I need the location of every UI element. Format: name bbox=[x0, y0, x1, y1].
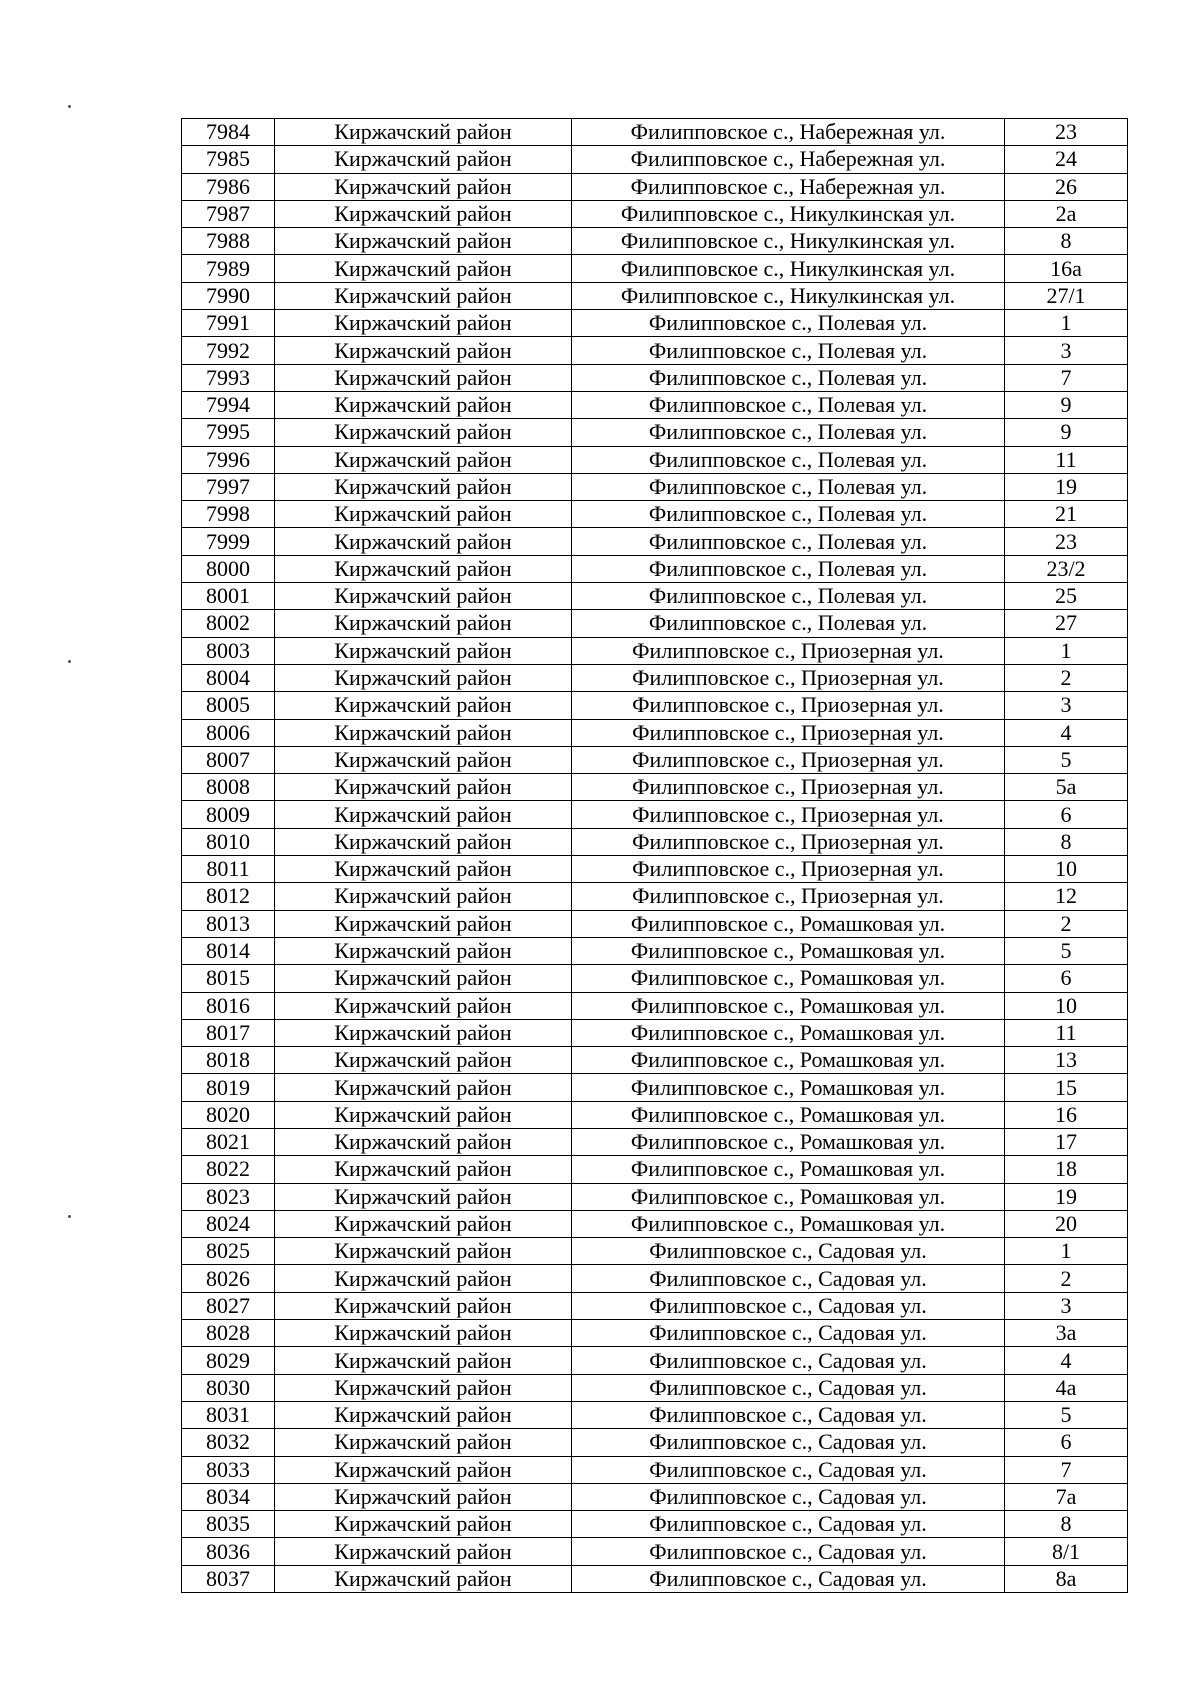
district-cell: Киржачский район bbox=[275, 310, 572, 337]
row-number-cell: 7997 bbox=[182, 473, 275, 500]
row-number-cell: 7988 bbox=[182, 228, 275, 255]
table-row bbox=[182, 1238, 1128, 1265]
table-row bbox=[182, 200, 1128, 227]
address-cell: Филипповское с., Приозерная ул. bbox=[572, 856, 1005, 883]
district-cell: Киржачский район bbox=[275, 173, 572, 200]
row-number-cell: 8011 bbox=[182, 856, 275, 883]
table-row bbox=[182, 310, 1128, 337]
house-number-cell: 20 bbox=[1005, 1210, 1128, 1237]
house-number-cell: 26 bbox=[1005, 173, 1128, 200]
table-row bbox=[182, 910, 1128, 937]
address-cell: Филипповское с., Полевая ул. bbox=[572, 473, 1005, 500]
district-cell: Киржачский район bbox=[275, 1320, 572, 1347]
row-number-cell: 7994 bbox=[182, 391, 275, 418]
address-cell: Филипповское с., Никулкинская ул. bbox=[572, 282, 1005, 309]
row-number-cell: 8023 bbox=[182, 1183, 275, 1210]
address-cell: Филипповское с., Полевая ул. bbox=[572, 446, 1005, 473]
address-cell: Филипповское с., Садовая ул. bbox=[572, 1292, 1005, 1319]
house-number-cell: 23 bbox=[1005, 119, 1128, 146]
address-cell: Филипповское с., Ромашковая ул. bbox=[572, 1210, 1005, 1237]
district-cell: Киржачский район bbox=[275, 1292, 572, 1319]
address-cell: Филипповское с., Набережная ул. bbox=[572, 119, 1005, 146]
row-number-cell: 8017 bbox=[182, 1019, 275, 1046]
address-cell: Филипповское с., Садовая ул. bbox=[572, 1483, 1005, 1510]
table-row bbox=[182, 1128, 1128, 1155]
address-cell: Филипповское с., Никулкинская ул. bbox=[572, 255, 1005, 282]
house-number-cell: 6 bbox=[1005, 1429, 1128, 1456]
house-number-cell: 5 bbox=[1005, 1401, 1128, 1428]
district-cell: Киржачский район bbox=[275, 1128, 572, 1155]
row-number-cell: 8033 bbox=[182, 1456, 275, 1483]
address-cell: Филипповское с., Приозерная ул. bbox=[572, 774, 1005, 801]
address-cell: Филипповское с., Ромашковая ул. bbox=[572, 1074, 1005, 1101]
address-cell: Филипповское с., Приозерная ул. bbox=[572, 883, 1005, 910]
row-number-cell: 8012 bbox=[182, 883, 275, 910]
table-row bbox=[182, 1210, 1128, 1237]
house-number-cell: 10 bbox=[1005, 992, 1128, 1019]
margin-dot bbox=[68, 1215, 71, 1218]
table-row bbox=[182, 746, 1128, 773]
row-number-cell: 8027 bbox=[182, 1292, 275, 1319]
house-number-cell: 5 bbox=[1005, 746, 1128, 773]
house-number-cell: 5а bbox=[1005, 774, 1128, 801]
house-number-cell: 7а bbox=[1005, 1483, 1128, 1510]
row-number-cell: 8026 bbox=[182, 1265, 275, 1292]
table-row bbox=[182, 1074, 1128, 1101]
row-number-cell: 8020 bbox=[182, 1101, 275, 1128]
table-row bbox=[182, 1538, 1128, 1565]
address-cell: Филипповское с., Полевая ул. bbox=[572, 364, 1005, 391]
house-number-cell: 7 bbox=[1005, 364, 1128, 391]
house-number-cell: 17 bbox=[1005, 1128, 1128, 1155]
row-number-cell: 8031 bbox=[182, 1401, 275, 1428]
address-cell: Филипповское с., Полевая ул. bbox=[572, 310, 1005, 337]
house-number-cell: 27/1 bbox=[1005, 282, 1128, 309]
table-row bbox=[182, 637, 1128, 664]
house-number-cell: 2 bbox=[1005, 910, 1128, 937]
row-number-cell: 8029 bbox=[182, 1347, 275, 1374]
house-number-cell: 10 bbox=[1005, 856, 1128, 883]
table-row bbox=[182, 1374, 1128, 1401]
address-cell: Филипповское с., Набережная ул. bbox=[572, 173, 1005, 200]
row-number-cell: 7987 bbox=[182, 200, 275, 227]
address-cell: Филипповское с., Полевая ул. bbox=[572, 583, 1005, 610]
district-cell: Киржачский район bbox=[275, 1183, 572, 1210]
district-cell: Киржачский район bbox=[275, 1538, 572, 1565]
row-number-cell: 7996 bbox=[182, 446, 275, 473]
table-row bbox=[182, 610, 1128, 637]
district-cell: Киржачский район bbox=[275, 282, 572, 309]
address-cell: Филипповское с., Ромашковая ул. bbox=[572, 1183, 1005, 1210]
row-number-cell: 7986 bbox=[182, 173, 275, 200]
address-cell: Филипповское с., Никулкинская ул. bbox=[572, 228, 1005, 255]
house-number-cell: 8 bbox=[1005, 228, 1128, 255]
row-number-cell: 8021 bbox=[182, 1128, 275, 1155]
table-row bbox=[182, 965, 1128, 992]
district-cell: Киржачский район bbox=[275, 746, 572, 773]
address-cell: Филипповское с., Полевая ул. bbox=[572, 337, 1005, 364]
address-cell: Филипповское с., Полевая ул. bbox=[572, 528, 1005, 555]
house-number-cell: 7 bbox=[1005, 1456, 1128, 1483]
house-number-cell: 8а bbox=[1005, 1565, 1128, 1592]
table-row bbox=[182, 1456, 1128, 1483]
house-number-cell: 3 bbox=[1005, 337, 1128, 364]
house-number-cell: 13 bbox=[1005, 1047, 1128, 1074]
table-row bbox=[182, 1347, 1128, 1374]
district-cell: Киржачский район bbox=[275, 1156, 572, 1183]
address-cell: Филипповское с., Ромашковая ул. bbox=[572, 910, 1005, 937]
house-number-cell: 21 bbox=[1005, 501, 1128, 528]
row-number-cell: 8005 bbox=[182, 692, 275, 719]
address-cell: Филипповское с., Садовая ул. bbox=[572, 1374, 1005, 1401]
house-number-cell: 1 bbox=[1005, 1238, 1128, 1265]
district-cell: Киржачский район bbox=[275, 228, 572, 255]
district-cell: Киржачский район bbox=[275, 801, 572, 828]
house-number-cell: 23/2 bbox=[1005, 555, 1128, 582]
address-cell: Филипповское с., Садовая ул. bbox=[572, 1320, 1005, 1347]
house-number-cell: 2 bbox=[1005, 1265, 1128, 1292]
district-cell: Киржачский район bbox=[275, 774, 572, 801]
district-cell: Киржачский район bbox=[275, 1238, 572, 1265]
table-row bbox=[182, 446, 1128, 473]
house-number-cell: 1 bbox=[1005, 637, 1128, 664]
house-number-cell: 23 bbox=[1005, 528, 1128, 555]
row-number-cell: 8006 bbox=[182, 719, 275, 746]
address-cell: Филипповское с., Садовая ул. bbox=[572, 1511, 1005, 1538]
row-number-cell: 8002 bbox=[182, 610, 275, 637]
address-cell: Филипповское с., Приозерная ул. bbox=[572, 801, 1005, 828]
row-number-cell: 7991 bbox=[182, 310, 275, 337]
table-row bbox=[182, 1320, 1128, 1347]
address-cell: Филипповское с., Садовая ул. bbox=[572, 1538, 1005, 1565]
table-row bbox=[182, 555, 1128, 582]
address-cell: Филипповское с., Ромашковая ул. bbox=[572, 1128, 1005, 1155]
table-row bbox=[182, 337, 1128, 364]
table-row bbox=[182, 774, 1128, 801]
table-row bbox=[182, 119, 1128, 146]
house-number-cell: 19 bbox=[1005, 473, 1128, 500]
table-row bbox=[182, 146, 1128, 173]
house-number-cell: 6 bbox=[1005, 965, 1128, 992]
table-row bbox=[182, 937, 1128, 964]
row-number-cell: 8034 bbox=[182, 1483, 275, 1510]
house-number-cell: 6 bbox=[1005, 801, 1128, 828]
table-row bbox=[182, 1429, 1128, 1456]
address-cell: Филипповское с., Набережная ул. bbox=[572, 146, 1005, 173]
table-row bbox=[182, 583, 1128, 610]
address-cell: Филипповское с., Садовая ул. bbox=[572, 1565, 1005, 1592]
row-number-cell: 8013 bbox=[182, 910, 275, 937]
row-number-cell: 8028 bbox=[182, 1320, 275, 1347]
address-cell: Филипповское с., Садовая ул. bbox=[572, 1456, 1005, 1483]
table-row bbox=[182, 1401, 1128, 1428]
house-number-cell: 8 bbox=[1005, 828, 1128, 855]
house-number-cell: 5 bbox=[1005, 937, 1128, 964]
table-row bbox=[182, 1511, 1128, 1538]
district-cell: Киржачский район bbox=[275, 419, 572, 446]
house-number-cell: 11 bbox=[1005, 1019, 1128, 1046]
row-number-cell: 8014 bbox=[182, 937, 275, 964]
house-number-cell: 3 bbox=[1005, 1292, 1128, 1319]
row-number-cell: 8019 bbox=[182, 1074, 275, 1101]
row-number-cell: 7985 bbox=[182, 146, 275, 173]
house-number-cell: 18 bbox=[1005, 1156, 1128, 1183]
address-cell: Филипповское с., Ромашковая ул. bbox=[572, 992, 1005, 1019]
house-number-cell: 16а bbox=[1005, 255, 1128, 282]
address-cell: Филипповское с., Приозерная ул. bbox=[572, 664, 1005, 691]
district-cell: Киржачский район bbox=[275, 719, 572, 746]
house-number-cell: 8/1 bbox=[1005, 1538, 1128, 1565]
house-number-cell: 4а bbox=[1005, 1374, 1128, 1401]
address-cell: Филипповское с., Садовая ул. bbox=[572, 1265, 1005, 1292]
district-cell: Киржачский район bbox=[275, 583, 572, 610]
house-number-cell: 2а bbox=[1005, 200, 1128, 227]
house-number-cell: 4 bbox=[1005, 1347, 1128, 1374]
address-cell: Филипповское с., Приозерная ул. bbox=[572, 746, 1005, 773]
table-row bbox=[182, 1565, 1128, 1592]
district-cell: Киржачский район bbox=[275, 883, 572, 910]
district-cell: Киржачский район bbox=[275, 1210, 572, 1237]
row-number-cell: 7992 bbox=[182, 337, 275, 364]
district-cell: Киржачский район bbox=[275, 1074, 572, 1101]
row-number-cell: 7999 bbox=[182, 528, 275, 555]
district-cell: Киржачский район bbox=[275, 937, 572, 964]
table-row bbox=[182, 501, 1128, 528]
district-cell: Киржачский район bbox=[275, 828, 572, 855]
row-number-cell: 8000 bbox=[182, 555, 275, 582]
address-cell: Филипповское с., Никулкинская ул. bbox=[572, 200, 1005, 227]
row-number-cell: 7995 bbox=[182, 419, 275, 446]
table-row bbox=[182, 1019, 1128, 1046]
table-row bbox=[182, 1047, 1128, 1074]
house-number-cell: 25 bbox=[1005, 583, 1128, 610]
table-row bbox=[182, 473, 1128, 500]
row-number-cell: 8009 bbox=[182, 801, 275, 828]
table-row bbox=[182, 883, 1128, 910]
district-cell: Киржачский район bbox=[275, 1047, 572, 1074]
row-number-cell: 7989 bbox=[182, 255, 275, 282]
district-cell: Киржачский район bbox=[275, 1511, 572, 1538]
margin-dot bbox=[68, 105, 71, 108]
address-cell: Филипповское с., Приозерная ул. bbox=[572, 637, 1005, 664]
row-number-cell: 7990 bbox=[182, 282, 275, 309]
table-row bbox=[182, 282, 1128, 309]
row-number-cell: 7984 bbox=[182, 119, 275, 146]
address-cell: Филипповское с., Ромашковая ул. bbox=[572, 1101, 1005, 1128]
district-cell: Киржачский район bbox=[275, 992, 572, 1019]
house-number-cell: 9 bbox=[1005, 391, 1128, 418]
district-cell: Киржачский район bbox=[275, 1019, 572, 1046]
district-cell: Киржачский район bbox=[275, 1265, 572, 1292]
table-row bbox=[182, 856, 1128, 883]
address-cell: Филипповское с., Садовая ул. bbox=[572, 1347, 1005, 1374]
house-number-cell: 27 bbox=[1005, 610, 1128, 637]
house-number-cell: 19 bbox=[1005, 1183, 1128, 1210]
house-number-cell: 15 bbox=[1005, 1074, 1128, 1101]
table-row bbox=[182, 692, 1128, 719]
house-number-cell: 24 bbox=[1005, 146, 1128, 173]
row-number-cell: 8022 bbox=[182, 1156, 275, 1183]
table-row bbox=[182, 173, 1128, 200]
district-cell: Киржачский район bbox=[275, 446, 572, 473]
district-cell: Киржачский район bbox=[275, 364, 572, 391]
district-cell: Киржачский район bbox=[275, 555, 572, 582]
row-number-cell: 8035 bbox=[182, 1511, 275, 1538]
district-cell: Киржачский район bbox=[275, 910, 572, 937]
table-row bbox=[182, 419, 1128, 446]
district-cell: Киржачский район bbox=[275, 664, 572, 691]
table-row bbox=[182, 1483, 1128, 1510]
table-row bbox=[182, 801, 1128, 828]
row-number-cell: 8003 bbox=[182, 637, 275, 664]
table-row bbox=[182, 1292, 1128, 1319]
address-cell: Филипповское с., Ромашковая ул. bbox=[572, 1019, 1005, 1046]
table-row bbox=[182, 228, 1128, 255]
house-number-cell: 3а bbox=[1005, 1320, 1128, 1347]
district-cell: Киржачский район bbox=[275, 1374, 572, 1401]
row-number-cell: 8036 bbox=[182, 1538, 275, 1565]
table-row bbox=[182, 992, 1128, 1019]
address-cell: Филипповское с., Садовая ул. bbox=[572, 1238, 1005, 1265]
house-number-cell: 9 bbox=[1005, 419, 1128, 446]
district-cell: Киржачский район bbox=[275, 146, 572, 173]
address-cell: Филипповское с., Ромашковая ул. bbox=[572, 937, 1005, 964]
address-cell: Филипповское с., Садовая ул. bbox=[572, 1401, 1005, 1428]
district-cell: Киржачский район bbox=[275, 610, 572, 637]
address-cell: Филипповское с., Полевая ул. bbox=[572, 555, 1005, 582]
row-number-cell: 8024 bbox=[182, 1210, 275, 1237]
district-cell: Киржачский район bbox=[275, 473, 572, 500]
row-number-cell: 7993 bbox=[182, 364, 275, 391]
row-number-cell: 8037 bbox=[182, 1565, 275, 1592]
row-number-cell: 8025 bbox=[182, 1238, 275, 1265]
district-cell: Киржачский район bbox=[275, 337, 572, 364]
address-cell: Филипповское с., Полевая ул. bbox=[572, 419, 1005, 446]
district-cell: Киржачский район bbox=[275, 1401, 572, 1428]
address-cell: Филипповское с., Полевая ул. bbox=[572, 501, 1005, 528]
address-cell: Филипповское с., Приозерная ул. bbox=[572, 828, 1005, 855]
district-cell: Киржачский район bbox=[275, 1347, 572, 1374]
district-cell: Киржачский район bbox=[275, 1429, 572, 1456]
table-row bbox=[182, 364, 1128, 391]
row-number-cell: 8032 bbox=[182, 1429, 275, 1456]
district-cell: Киржачский район bbox=[275, 1483, 572, 1510]
row-number-cell: 8007 bbox=[182, 746, 275, 773]
district-cell: Киржачский район bbox=[275, 965, 572, 992]
address-cell: Филипповское с., Ромашковая ул. bbox=[572, 1156, 1005, 1183]
house-number-cell: 3 bbox=[1005, 692, 1128, 719]
table-row bbox=[182, 391, 1128, 418]
address-cell: Филипповское с., Ромашковая ул. bbox=[572, 1047, 1005, 1074]
house-number-cell: 4 bbox=[1005, 719, 1128, 746]
margin-dot bbox=[68, 660, 71, 663]
district-cell: Киржачский район bbox=[275, 119, 572, 146]
table-row bbox=[182, 1265, 1128, 1292]
row-number-cell: 7998 bbox=[182, 501, 275, 528]
row-number-cell: 8010 bbox=[182, 828, 275, 855]
district-cell: Киржачский район bbox=[275, 255, 572, 282]
table-row bbox=[182, 1156, 1128, 1183]
address-cell: Филипповское с., Ромашковая ул. bbox=[572, 965, 1005, 992]
table-row bbox=[182, 1101, 1128, 1128]
row-number-cell: 8016 bbox=[182, 992, 275, 1019]
district-cell: Киржачский район bbox=[275, 1565, 572, 1592]
district-cell: Киржачский район bbox=[275, 528, 572, 555]
table-row bbox=[182, 1183, 1128, 1210]
district-cell: Киржачский район bbox=[275, 200, 572, 227]
district-cell: Киржачский район bbox=[275, 856, 572, 883]
row-number-cell: 8018 bbox=[182, 1047, 275, 1074]
district-cell: Киржачский район bbox=[275, 692, 572, 719]
house-number-cell: 11 bbox=[1005, 446, 1128, 473]
row-number-cell: 8030 bbox=[182, 1374, 275, 1401]
district-cell: Киржачский район bbox=[275, 637, 572, 664]
row-number-cell: 8001 bbox=[182, 583, 275, 610]
row-number-cell: 8004 bbox=[182, 664, 275, 691]
district-cell: Киржачский район bbox=[275, 1456, 572, 1483]
table-row bbox=[182, 664, 1128, 691]
house-number-cell: 2 bbox=[1005, 664, 1128, 691]
address-cell: Филипповское с., Приозерная ул. bbox=[572, 692, 1005, 719]
house-number-cell: 12 bbox=[1005, 883, 1128, 910]
table-row bbox=[182, 719, 1128, 746]
table-row bbox=[182, 828, 1128, 855]
address-cell: Филипповское с., Полевая ул. bbox=[572, 610, 1005, 637]
registry-table-body bbox=[182, 119, 1128, 1593]
table-row bbox=[182, 255, 1128, 282]
address-registry-table bbox=[181, 118, 1128, 1593]
house-number-cell: 8 bbox=[1005, 1511, 1128, 1538]
house-number-cell: 16 bbox=[1005, 1101, 1128, 1128]
address-cell: Филипповское с., Полевая ул. bbox=[572, 391, 1005, 418]
row-number-cell: 8008 bbox=[182, 774, 275, 801]
district-cell: Киржачский район bbox=[275, 391, 572, 418]
district-cell: Киржачский район bbox=[275, 1101, 572, 1128]
house-number-cell: 1 bbox=[1005, 310, 1128, 337]
row-number-cell: 8015 bbox=[182, 965, 275, 992]
address-cell: Филипповское с., Садовая ул. bbox=[572, 1429, 1005, 1456]
table-row bbox=[182, 528, 1128, 555]
district-cell: Киржачский район bbox=[275, 501, 572, 528]
address-cell: Филипповское с., Приозерная ул. bbox=[572, 719, 1005, 746]
